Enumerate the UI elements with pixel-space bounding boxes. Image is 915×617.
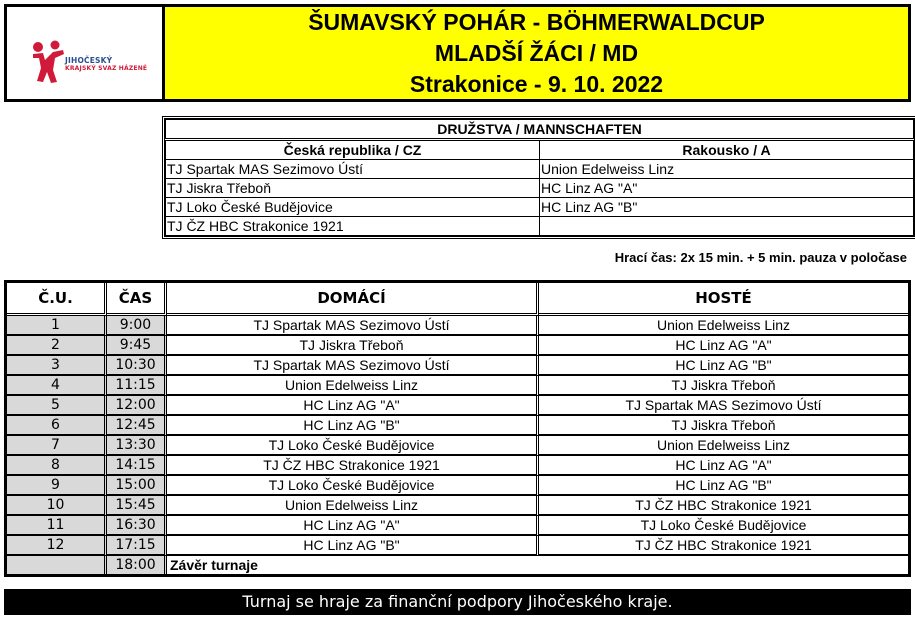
title-box bbox=[165, 7, 908, 99]
team-cz: TJ Loko České Budějovice bbox=[166, 198, 540, 217]
team-cz: TJ Jiskra Třeboň bbox=[166, 179, 540, 198]
match-row bbox=[7, 396, 908, 416]
away-team: TJ Spartak MAS Sezimovo Ústí bbox=[539, 396, 908, 416]
teams-col-cz: Česká republika / CZ bbox=[166, 140, 540, 160]
match-number: 2 bbox=[7, 336, 107, 356]
team-a: HC Linz AG "B" bbox=[540, 198, 914, 217]
home-team: Union Edelweiss Linz bbox=[167, 496, 539, 516]
away-team: TJ Jiskra Třeboň bbox=[539, 376, 908, 396]
match-number: 7 bbox=[7, 436, 107, 456]
match-row bbox=[7, 376, 908, 396]
col-match-no: Č.U. bbox=[7, 283, 107, 316]
col-home: DOMÁCÍ bbox=[167, 283, 539, 316]
teams-heading: DRUŽSTVA / MANNSCHAFTEN bbox=[166, 120, 914, 140]
closing-label: Závěr turnaje bbox=[170, 557, 258, 573]
match-row bbox=[7, 316, 908, 336]
closing-number bbox=[7, 556, 107, 574]
team-row bbox=[166, 198, 914, 217]
match-row bbox=[7, 436, 908, 456]
title-line-3: Strakonice - 9. 10. 2022 bbox=[409, 70, 664, 97]
match-number: 12 bbox=[7, 536, 107, 556]
closing-row bbox=[7, 556, 908, 574]
match-number: 3 bbox=[7, 356, 107, 376]
match-time: 17:15 bbox=[107, 536, 167, 556]
match-time: 11:15 bbox=[107, 376, 167, 396]
away-team: TJ Loko České Budějovice bbox=[539, 516, 908, 536]
away-team: Union Edelweiss Linz bbox=[539, 316, 908, 336]
teams-table bbox=[162, 116, 915, 239]
logo bbox=[7, 7, 165, 99]
match-row bbox=[7, 456, 908, 476]
team-a bbox=[540, 217, 914, 236]
match-row bbox=[7, 336, 908, 356]
logo-text bbox=[65, 57, 147, 73]
closing-time: 18:00 bbox=[107, 556, 167, 574]
header bbox=[4, 4, 911, 102]
match-time: 9:45 bbox=[107, 336, 167, 356]
play-time-note: Hrací čas: 2x 15 min. + 5 min. pauza v poločase bbox=[614, 250, 907, 265]
col-away: HOSTÉ bbox=[539, 283, 908, 316]
match-number: 1 bbox=[7, 316, 107, 336]
team-a: HC Linz AG "A" bbox=[540, 179, 914, 198]
match-time: 10:30 bbox=[107, 356, 167, 376]
home-team: TJ Spartak MAS Sezimovo Ústí bbox=[167, 316, 539, 336]
match-time: 12:00 bbox=[107, 396, 167, 416]
match-time: 16:30 bbox=[107, 516, 167, 536]
col-time: ČAS bbox=[107, 283, 167, 316]
match-time: 14:15 bbox=[107, 456, 167, 476]
team-row bbox=[166, 217, 914, 236]
match-number: 10 bbox=[7, 496, 107, 516]
team-row bbox=[166, 160, 914, 179]
home-team: HC Linz AG "B" bbox=[167, 536, 539, 556]
title-line-1: ŠUMAVSKÝ POHÁR - BÖHMERWALDCUP bbox=[308, 8, 765, 35]
team-cz: TJ ČZ HBC Strakonice 1921 bbox=[166, 217, 540, 236]
home-team: Union Edelweiss Linz bbox=[167, 376, 539, 396]
away-team: HC Linz AG "A" bbox=[539, 456, 908, 476]
away-team: Union Edelweiss Linz bbox=[539, 436, 908, 456]
team-a: Union Edelweiss Linz bbox=[540, 160, 914, 179]
away-team: TJ Jiskra Třeboň bbox=[539, 416, 908, 436]
footer-note: Turnaj se hraje za finanční podpory Jihočeského kraje. bbox=[4, 589, 911, 615]
logo-line-2: KRAJSKÝ SVAZ HÁZENÉ bbox=[65, 65, 148, 72]
home-team: HC Linz AG "B" bbox=[167, 416, 539, 436]
home-team: TJ Jiskra Třeboň bbox=[167, 336, 539, 356]
match-row bbox=[7, 496, 908, 516]
home-team: HC Linz AG "A" bbox=[167, 396, 539, 416]
match-number: 5 bbox=[7, 396, 107, 416]
match-time: 12:45 bbox=[107, 416, 167, 436]
home-team: TJ Spartak MAS Sezimovo Ústí bbox=[167, 356, 539, 376]
home-team: TJ ČZ HBC Strakonice 1921 bbox=[167, 456, 539, 476]
home-team: TJ Loko České Budějovice bbox=[167, 476, 539, 496]
match-time: 15:45 bbox=[107, 496, 167, 516]
away-team: TJ ČZ HBC Strakonice 1921 bbox=[539, 536, 908, 556]
away-team: HC Linz AG "B" bbox=[539, 356, 908, 376]
teams-col-a: Rakousko / A bbox=[540, 140, 914, 160]
schedule-table bbox=[4, 280, 911, 577]
match-row bbox=[7, 356, 908, 376]
home-team: TJ Loko České Budějovice bbox=[167, 436, 539, 456]
match-time: 15:00 bbox=[107, 476, 167, 496]
match-number: 11 bbox=[7, 516, 107, 536]
match-number: 6 bbox=[7, 416, 107, 436]
match-number: 8 bbox=[7, 456, 107, 476]
away-team: TJ ČZ HBC Strakonice 1921 bbox=[539, 496, 908, 516]
home-team: HC Linz AG "A" bbox=[167, 516, 539, 536]
handball-player-logo-icon bbox=[31, 40, 67, 84]
match-number: 9 bbox=[7, 476, 107, 496]
match-time: 13:30 bbox=[107, 436, 167, 456]
match-row bbox=[7, 476, 908, 496]
match-row bbox=[7, 516, 908, 536]
team-cz: TJ Spartak MAS Sezimovo Ústí bbox=[166, 160, 540, 179]
logo-line-1: JIHOČESKÝ bbox=[65, 56, 113, 65]
match-row bbox=[7, 416, 908, 436]
match-row bbox=[7, 536, 908, 556]
title-line-2: MLADŠÍ ŽÁCI / MD bbox=[434, 39, 639, 66]
away-team: HC Linz AG "A" bbox=[539, 336, 908, 356]
match-number: 4 bbox=[7, 376, 107, 396]
team-row bbox=[166, 179, 914, 198]
away-team: HC Linz AG "B" bbox=[539, 476, 908, 496]
match-time: 9:00 bbox=[107, 316, 167, 336]
